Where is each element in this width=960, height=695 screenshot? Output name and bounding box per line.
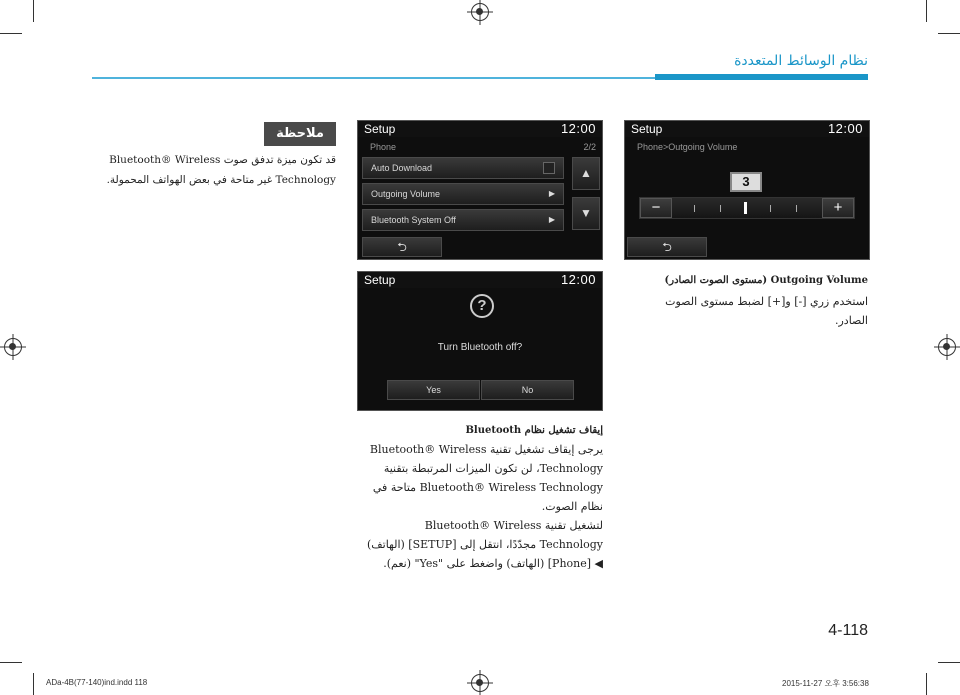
registration-mark-icon bbox=[471, 3, 489, 21]
crop-mark bbox=[0, 662, 22, 663]
phone-setup-screen bbox=[357, 120, 603, 260]
volume-tick bbox=[796, 205, 797, 212]
volume-up-button[interactable]: + bbox=[822, 198, 854, 218]
registration-mark-icon bbox=[471, 674, 489, 692]
checkbox[interactable] bbox=[543, 162, 555, 174]
screen-title-bar bbox=[358, 272, 602, 288]
header-rule-accent bbox=[655, 74, 868, 80]
registration-mark-icon bbox=[938, 338, 956, 356]
menu-item-auto-download[interactable] bbox=[362, 157, 564, 179]
no-button[interactable]: No bbox=[481, 380, 574, 400]
crop-mark bbox=[0, 33, 22, 34]
note-text: Technology غير متاحة في بعض الهواتف المحمولة. bbox=[106, 174, 336, 186]
outgoing-volume-screen bbox=[624, 120, 870, 260]
screen-title-bar bbox=[358, 121, 602, 137]
page-number: 4-118 bbox=[828, 622, 868, 639]
chapter-title: نظام الوسائط المتعددة bbox=[734, 53, 868, 69]
scroll-up-button[interactable]: ▲ bbox=[572, 157, 600, 190]
dialog-message: Turn Bluetooth off? bbox=[437, 342, 523, 353]
body-line: لتشغيل تقنية Bluetooth® Wireless bbox=[424, 519, 603, 532]
screen-clock: 12:00 bbox=[560, 121, 596, 136]
bluetooth-off-dialog-screen bbox=[357, 271, 603, 411]
back-button[interactable]: ⮌ bbox=[362, 237, 442, 257]
screen-title: Setup bbox=[364, 273, 396, 287]
crop-mark bbox=[938, 662, 960, 663]
page-indicator: 2/2 bbox=[583, 142, 596, 152]
body-line: Technology، لن تكون الميزات المرتبطة بتقنية bbox=[383, 462, 603, 475]
crop-mark bbox=[33, 0, 34, 22]
bluetooth-off-text bbox=[367, 440, 603, 573]
scroll-down-button[interactable]: ▼ bbox=[572, 197, 600, 230]
note-text: قد تكون ميزة تدفق صوت Bluetooth® Wireless bbox=[109, 154, 336, 166]
volume-tick bbox=[770, 205, 771, 212]
body-line: الصادر. bbox=[834, 314, 868, 327]
crop-mark bbox=[926, 673, 927, 695]
crop-mark bbox=[938, 33, 960, 34]
screen-subtitle: Phone>Outgoing Volume bbox=[637, 142, 738, 152]
screen-subtitle: Phone bbox=[370, 142, 397, 152]
volume-value: 3 bbox=[730, 172, 762, 192]
volume-tick bbox=[694, 205, 695, 212]
back-button[interactable]: ⮌ bbox=[627, 237, 707, 257]
menu-item-label: Outgoing Volume bbox=[371, 189, 441, 199]
menu-item-label: Bluetooth System Off bbox=[371, 215, 456, 225]
body-line: نظام الصوت. bbox=[541, 500, 603, 513]
chevron-right-icon: ▶ bbox=[548, 189, 555, 198]
menu-item-label: Auto Download bbox=[371, 163, 433, 173]
volume-down-button[interactable]: − bbox=[640, 198, 672, 218]
body-line: ◀ [Phone] (الهاتف) واضغط على "Yes" (نعم). bbox=[383, 557, 603, 570]
outgoing-volume-caption: Outgoing Volume (مستوى الصوت الصادر) bbox=[664, 275, 868, 286]
footer-file-info: ADa-4B(77-140)ind.indd 118 bbox=[46, 678, 148, 687]
volume-slider[interactable] bbox=[639, 197, 855, 219]
question-icon: ? bbox=[470, 294, 494, 318]
outgoing-volume-text bbox=[665, 292, 868, 330]
screen-title: Setup bbox=[631, 122, 663, 136]
volume-tick bbox=[720, 205, 721, 212]
body-line: Bluetooth® Wireless Technology متاحة في bbox=[372, 481, 603, 494]
screen-title-bar bbox=[625, 121, 869, 137]
screen-clock: 12:00 bbox=[827, 121, 863, 136]
note-badge: ملاحظة bbox=[264, 122, 336, 146]
menu-item-bluetooth-system-off[interactable] bbox=[362, 209, 564, 231]
menu-item-outgoing-volume[interactable] bbox=[362, 183, 564, 205]
volume-level-marker bbox=[744, 202, 747, 214]
body-line: استخدم زري [-] و[+] لضبط مستوى الصوت bbox=[665, 295, 868, 308]
crop-mark bbox=[33, 673, 34, 695]
screen-clock: 12:00 bbox=[560, 272, 596, 287]
body-line: Technology مجدّدًا، انتقل إلى [SETUP] (الهاتف) bbox=[366, 538, 603, 551]
screen-title: Setup bbox=[364, 122, 396, 136]
bluetooth-off-caption: إيقاف تشغيل نظام Bluetooth bbox=[465, 425, 603, 436]
yes-button[interactable]: Yes bbox=[387, 380, 480, 400]
body-line: يرجى إيقاف تشغيل تقنية Bluetooth® Wireless bbox=[369, 443, 603, 456]
registration-mark-icon bbox=[4, 338, 22, 356]
crop-mark bbox=[926, 0, 927, 22]
footer-date: 2015-11-27 오후 3:56:38 bbox=[782, 679, 869, 688]
chevron-right-icon: ▶ bbox=[548, 215, 555, 224]
